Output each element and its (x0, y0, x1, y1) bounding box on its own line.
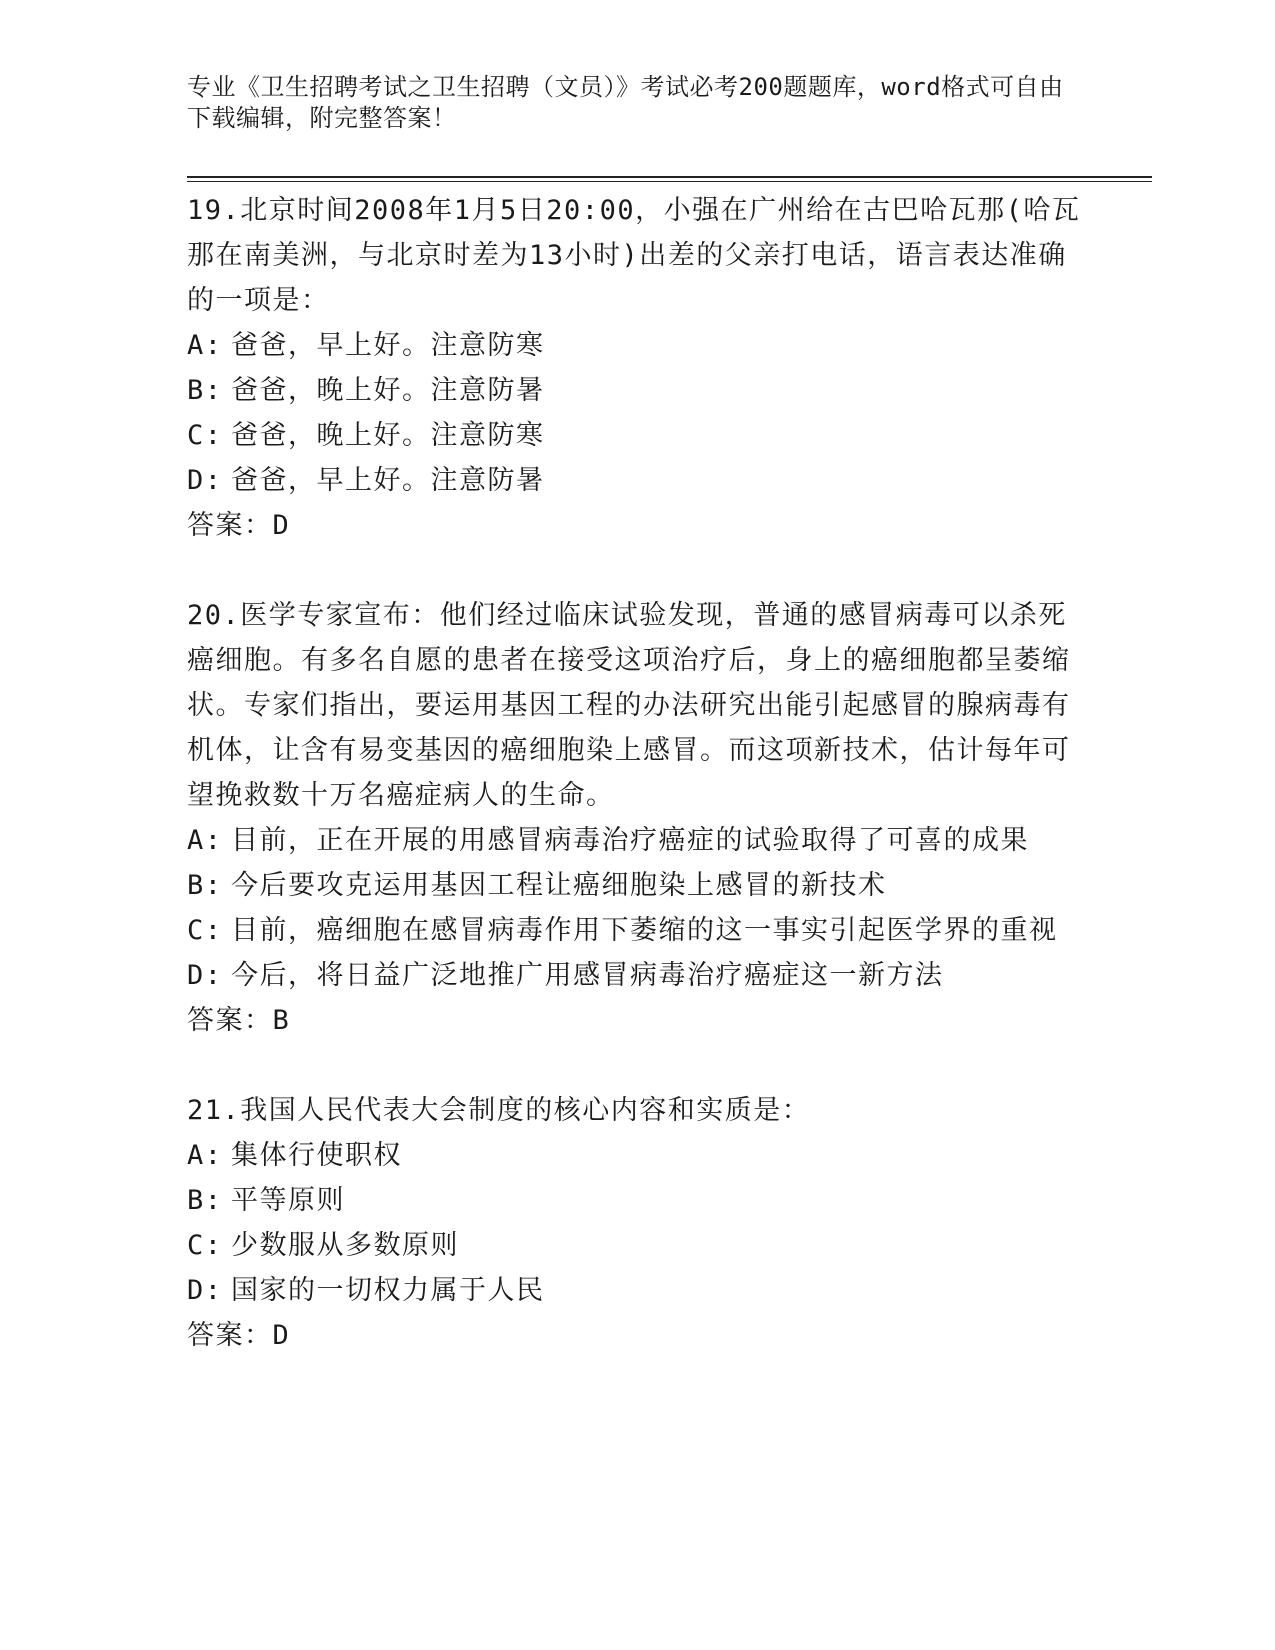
question-21 (187, 1088, 1087, 1358)
option-label: A: (187, 825, 223, 856)
option-label: B: (187, 870, 223, 901)
answer: 答案：B (187, 1005, 291, 1036)
option-c (187, 413, 1087, 458)
option-text: 目前，正在开展的用感冒病毒治疗癌症的试验取得了可喜的成果 (231, 825, 1029, 856)
option-b (187, 1178, 1087, 1223)
option-c (187, 1223, 1087, 1268)
option-text: 爸爸，早上好。注意防暑 (231, 465, 545, 496)
question-stem: 20.医学专家宣布：他们经过临床试验发现，普通的感冒病毒可以杀死癌细胞。有多名自愿的患者在接受这项治疗后，身上的癌细胞都呈萎缩状。专家们指出，要运用基因工程的办法研究出能引起感冒的腺病毒有机体，让含有易变基因的癌细胞染上感冒。而这项新技术，估计每年可望挽救数十万名癌症病人的生命。 (187, 600, 1071, 811)
option-label: D: (187, 960, 223, 991)
option-a (187, 1133, 1087, 1178)
option-c (187, 908, 1087, 953)
question-stem: 21.我国人民代表大会制度的核心内容和实质是： (187, 1095, 811, 1126)
question-list (187, 188, 1087, 1403)
option-label: C: (187, 1230, 223, 1261)
option-text: 目前，癌细胞在感冒病毒作用下萎缩的这一事实引起医学界的重视 (231, 915, 1058, 946)
question-19 (187, 188, 1087, 548)
option-label: C: (187, 420, 223, 451)
answer: 答案：D (187, 510, 291, 541)
option-label: B: (187, 375, 223, 406)
option-text: 国家的一切权力属于人民 (231, 1275, 545, 1306)
option-d (187, 1268, 1087, 1313)
header-divider-thin (187, 181, 1152, 182)
option-text: 集体行使职权 (231, 1140, 402, 1171)
option-label: C: (187, 915, 223, 946)
option-text: 少数服从多数原则 (231, 1230, 459, 1261)
option-d (187, 953, 1087, 998)
option-label: A: (187, 330, 223, 361)
header-divider-thick (187, 176, 1152, 178)
option-text: 今后要攻克运用基因工程让癌细胞染上感冒的新技术 (231, 870, 887, 901)
option-label: D: (187, 1275, 223, 1306)
option-label: D: (187, 465, 223, 496)
option-text: 平等原则 (231, 1185, 345, 1216)
option-text: 爸爸，早上好。注意防寒 (231, 330, 545, 361)
option-text: 今后，将日益广泛地推广用感冒病毒治疗癌症这一新方法 (231, 960, 944, 991)
option-text: 爸爸，晚上好。注意防寒 (231, 420, 545, 451)
answer: 答案：D (187, 1320, 291, 1351)
option-b (187, 863, 1087, 908)
option-label: B: (187, 1185, 223, 1216)
question-stem: 19.北京时间2008年1月5日20:00，小强在广州给在古巴哈瓦那(哈瓦那在南美洲，与北京时差为13小时)出差的父亲打电话，语言表达准确的一项是： (187, 195, 1081, 316)
option-a (187, 818, 1087, 863)
option-d (187, 458, 1087, 503)
option-a (187, 323, 1087, 368)
question-20 (187, 593, 1087, 1043)
option-text: 爸爸，晚上好。注意防暑 (231, 375, 545, 406)
option-label: A: (187, 1140, 223, 1171)
document-header: 专业《卫生招聘考试之卫生招聘（文员）》考试必考200题题库，word格式可自由下载编辑，附完整答案！ (187, 73, 1064, 132)
option-b (187, 368, 1087, 413)
